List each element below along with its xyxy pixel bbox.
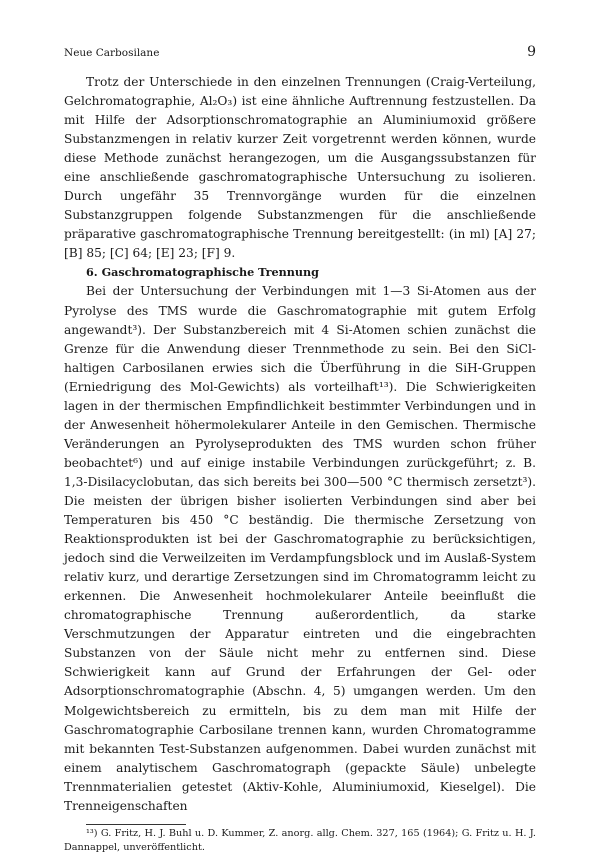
section-heading: 6. Gaschromatographische Trennung [86,265,320,280]
footnote-divider [86,824,186,825]
paragraph-2: Bei der Untersuchung der Verbindungen mit 1—3 Si-Atomen aus der Pyrolyse des TMS wurde die Gaschromatographie mit gutem Erfolg angewandt³). Der Substanzbereich mit 4 Si-Atomen schien zunächst die Grenze für die Anwendung dieser Trennmethode zu sein. Bei den SiCl-haltigen Carbosilanen erwies sich die Überführung in die SiH-Gruppen (Erniedrigung des Mol-Gewichts) als vorteilhaft¹³). Die Schwierigkeiten lagen in der thermischen Empfindlichkeit bestimmter Verbindungen und in der Anwesenheit höhermolekularer Anteile in den Gemischen. Thermische Veränderungen an Pyrolyseprodukten des TMS wurden schon früher beobachtet⁶) und auf einige instabile Verbindungen zurückgeführt; z. B. 1,3-Disilacyclobutan, das sich bereits bei 300—500 °C thermisch zersetzt³). Die meisten der übrigen bisher isolierten Verbindungen sind aber bei Temperaturen bis 450 °C beständig. Die thermische Zersetzung von Reaktionsprodukten ist bei der Gaschromatographie zu berücksichtigen, jedoch sind die Verweilzeiten im Verdampfungsblock und im Auslaß-System relativ kurz, und derartige Zersetzungen sind im Chromatogramm leicht zu erkennen. Die Anwesenheit hochmolekularer Anteile beeinflußt die chromatographische Trennung außerordentlich, da starke Verschmutzungen der Apparatur eintreten und die eingebrachten Substanzen von der Säule nicht mehr zu entfernen sind. Diese Schwierigkeit kann auf Grund der Erfahrungen der Gel- oder Adsorptionschromatographie (Abschn. 4, 5) umgangen werden. Um den Molgewichtsbereich zu ermitteln, bis zu dem man mit Hilfe der Gaschromatographie Carbosilane trennen kann, wurden Chromatogramme mit bekannten Test-Substanzen aufgenommen. Dabei wurden zunächst mit einem analytischem Gaschromatograph (gepackte Säule) unbelegte Trennmaterialien getestet (Aktiv-Kohle, Aluminiumoxid, Kieselgel). Die Trenneigenschaften [64,284,536,813]
footnote: ¹³) G. Fritz, H. J. Buhl u. D. Kummer, Z. anorg. allg. Chem. 327, 165 (1964); G. Fritz u. H. J. Dannappel, unveröffentlicht. [64,828,536,854]
paragraph-1: Trotz der Unterschiede in den einzelnen Trennungen (Craig-Verteilung, Gelchromatographie, Al₂O₃) ist eine ähnliche Auftrennung festzustellen. Da mit Hilfe der Adsorptionschromatographie an Aluminiumoxid größere Substanzmengen in relativ kurzer Zeit vorgetrennt werden können, wurde diese Methode zunächst herangezogen, um die Ausgangssubstanzen für eine anschließende gaschromatographische Untersuchung zu isolieren. Durch ungefähr 35 Trennvorgänge wurden für die einzelnen Substanzgruppen folgende Substanzmengen für die anschließende präparative gaschromatographische Trennung bereitgestellt: (in ml) [A] 27; [B] 85; [C] 64; [E] 23; [F] 9. [64,75,536,261]
running-title: Neue Carbosilane [64,47,160,59]
body-text [64,73,536,816]
page-number: 9 [527,44,536,60]
running-header [64,44,536,60]
